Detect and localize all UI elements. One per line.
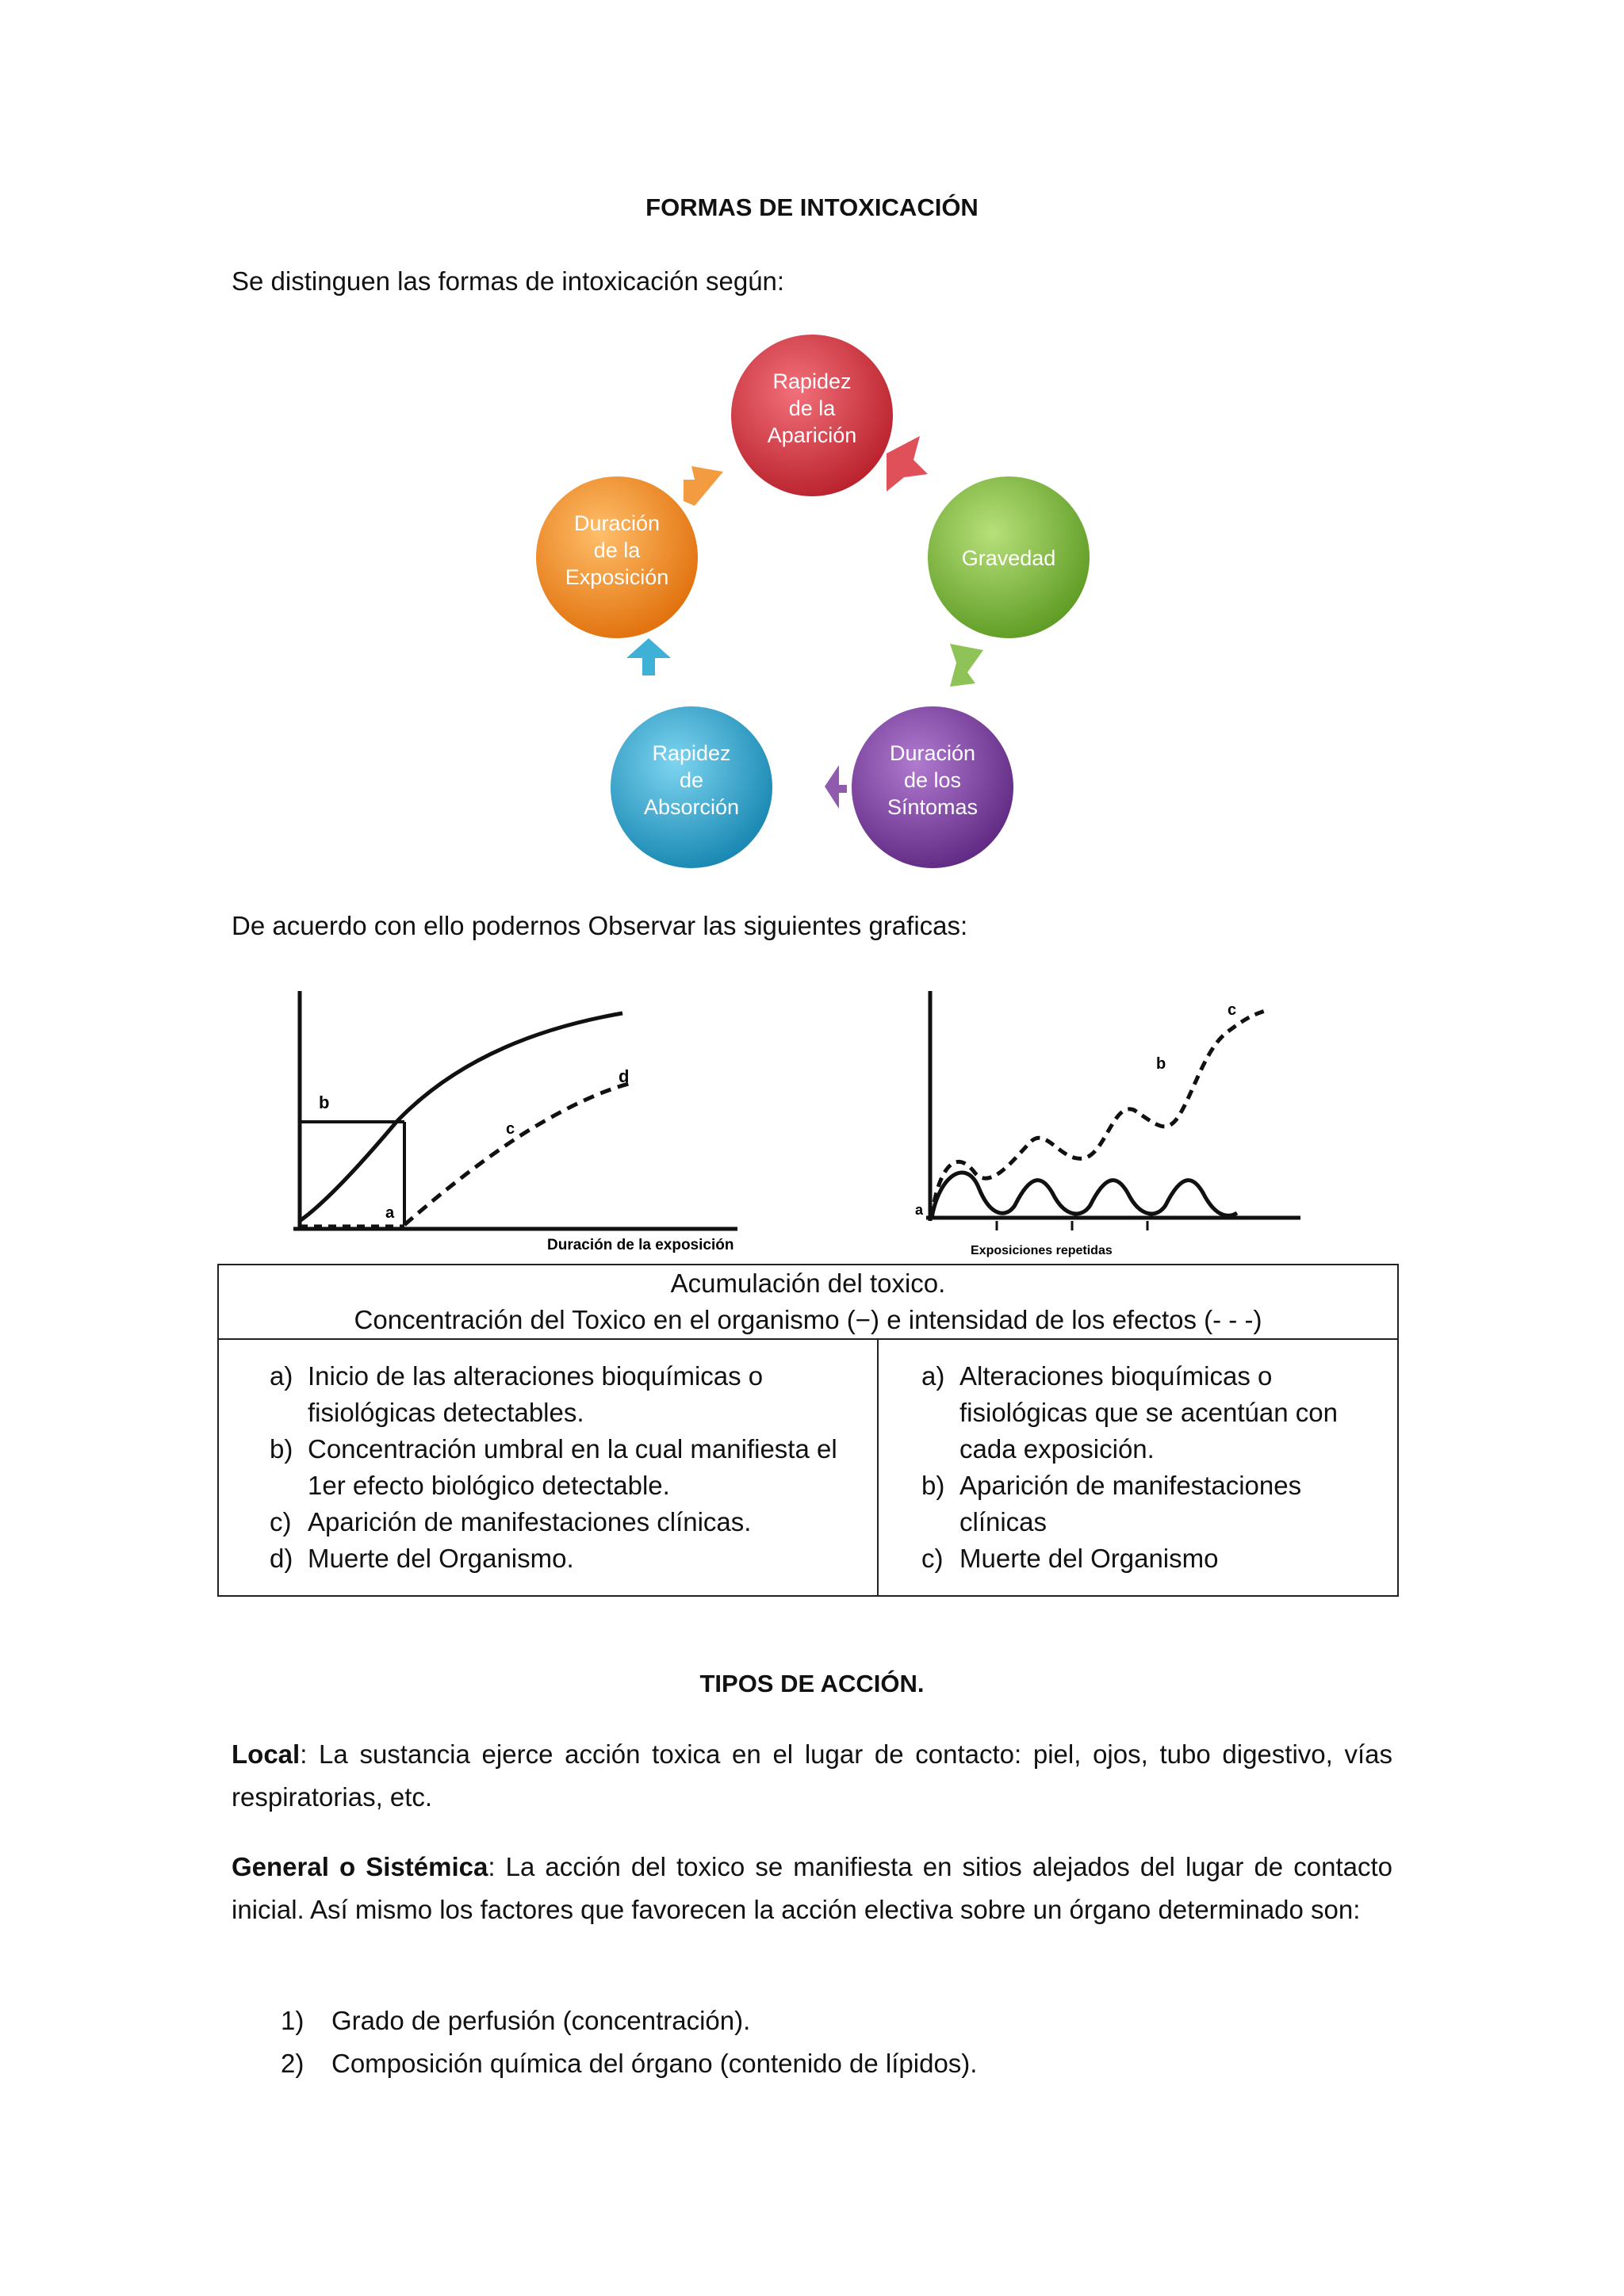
accumulation-table [217,1264,1399,1597]
svg-text:Duración: Duración [573,511,661,535]
cycle-node-exposicion [536,476,698,638]
list-item: d) Muerte del Organismo. [270,1544,574,1573]
list-item: b) Concentración umbral en la cual manifiesta el 1er efecto biológico detectable. [270,1434,837,1500]
arrow-icon [684,466,723,506]
svg-text:de los: de los [903,768,962,792]
label-a: a [385,1204,395,1222]
label-c: c [1228,1001,1237,1019]
curve-effects [932,1011,1265,1218]
curve-concentration [932,1173,1237,1218]
cycle-node-gravedad [928,476,1090,638]
x-axis-label: Exposiciones repetidas [971,1244,1113,1257]
curve-effects [404,1082,634,1225]
section-title: TIPOS DE ACCIÓN. [699,1670,925,1697]
arrow-icon [825,765,847,809]
label-b: b [1156,1055,1166,1073]
svg-text:de: de [679,768,704,792]
table-header-line-2: Concentración del Toxico en el organismo (−) e intensidad de los efectos (- - -) [354,1305,1262,1334]
factors-list [281,1999,977,2085]
list-item: c) Muerte del Organismo [921,1544,1219,1573]
list-item: 2) Composición química del órgano (contenido de lípidos). [281,2049,978,2078]
curve-concentration [300,1013,622,1221]
svg-text:Gravedad: Gravedad [961,546,1056,570]
svg-text:de la: de la [593,538,641,562]
svg-text:Absorción: Absorción [643,795,740,819]
label-a: a [915,1202,924,1218]
list-item: b) Aparición de manifestaciones clínicas [921,1471,1302,1536]
label-d: d [619,1066,630,1086]
label-c: c [506,1120,515,1138]
arrow-icon [626,638,671,675]
table-header [218,1265,1398,1339]
label-b: b [319,1093,330,1112]
svg-text:de la: de la [788,396,836,420]
svg-text:Exposición: Exposición [565,565,669,589]
list-item: a) Inicio de las alteraciones bioquímicas o fisiológicas detectables. [270,1361,764,1427]
table-left-cell [218,1339,878,1596]
cycle-node-absorcion [611,706,772,868]
graphs-intro: De acuerdo con ello podernos Observar las siguientes graficas: [232,911,968,940]
x-axis-label: Duración de la exposición [547,1237,734,1253]
table-right-cell [878,1339,1398,1596]
general-term: General o Sistémica [232,1852,488,1881]
table-header-line-1: Acumulación del toxico. [670,1269,946,1298]
svg-text:Aparición: Aparición [767,423,857,447]
intro-text: Se distinguen las formas de intoxicación según: [232,266,785,296]
svg-text:Rapidez: Rapidez [652,741,731,765]
local-term: Local [232,1739,301,1769]
arrow-icon [950,644,983,687]
svg-text:Síntomas: Síntomas [887,795,979,819]
page-title: FORMAS DE INTOXICACIÓN [645,193,979,221]
general-paragraph [232,1846,1392,1931]
graph-accumulation [285,983,753,1261]
cycle-node-sintomas [852,706,1013,868]
local-text: : La sustancia ejerce acción toxica en el lugar de contacto: piel, ojos, tubo digestivo, vías respiratorias, etc. [232,1739,1392,1812]
graph-repeated-exposure [904,983,1308,1261]
svg-text:Rapidez: Rapidez [772,369,852,393]
local-paragraph [232,1733,1392,1819]
cycle-node-aparicion [731,335,893,496]
general-text: : La acción del toxico se manifiesta en sitios alejados del lugar de contacto inicial. Así mismo los factores que favorecen la acción electiva sobre un órgano determinado son: [232,1852,1392,1924]
svg-text:Duración: Duración [889,741,976,765]
list-item: c) Aparición de manifestaciones clínicas. [270,1507,752,1536]
list-item: a) Alteraciones bioquímicas o fisiológicas que se acentúan con cada exposición. [921,1361,1338,1464]
cycle-diagram [508,317,1110,888]
list-item: 1) Grado de perfusión (concentración). [281,2006,751,2035]
arrow-icon [887,436,928,492]
